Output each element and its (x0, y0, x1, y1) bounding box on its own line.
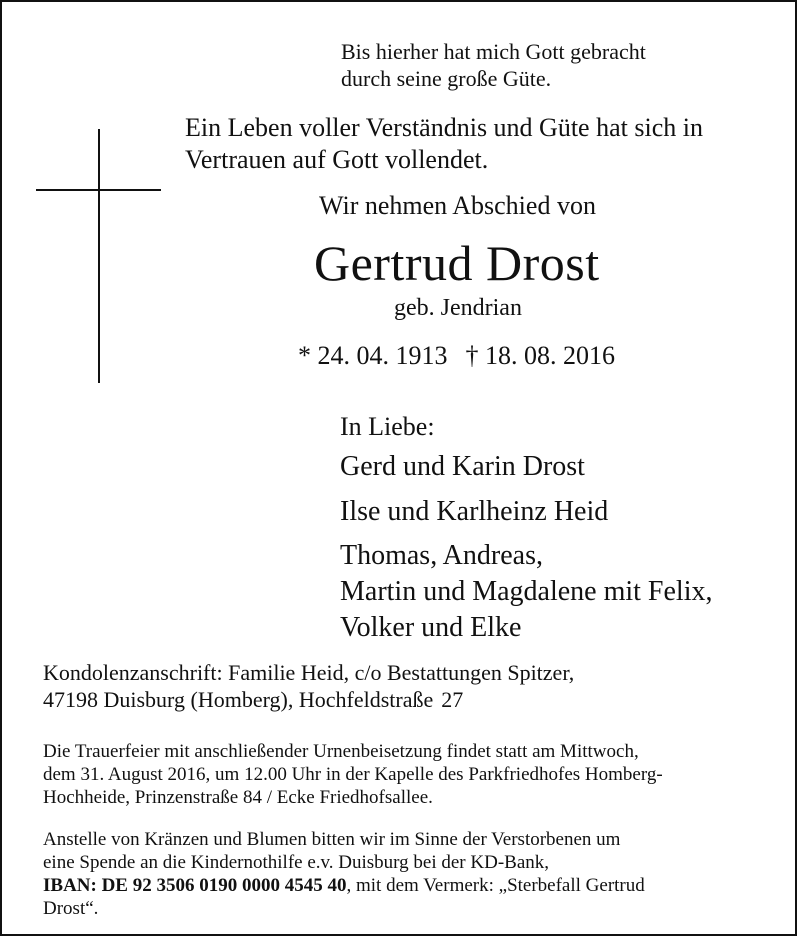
mourner-line: Ilse und Karlheinz Heid (340, 496, 609, 527)
maiden-name: geb. Jendrian (394, 295, 522, 321)
psalm-line-2: durch seine große Güte. (341, 66, 552, 91)
iban: IBAN: DE 92 3506 0190 0000 4545 40 (43, 875, 347, 896)
mourner-line: Martin und Magdalene mit Felix, (340, 576, 713, 607)
mourner-line: Thomas, Andreas, (340, 540, 543, 571)
life-dates (298, 340, 615, 372)
intro-line-2: Vertrauen auf Gott vollendet. (185, 145, 489, 174)
mourners-heading: In Liebe: (340, 412, 435, 441)
mourner-line: Gerd und Karin Drost (340, 451, 585, 482)
donation-line-4: Drost“. (43, 898, 99, 919)
deceased-name: Gertrud Drost (314, 235, 600, 291)
ceremony-info (43, 740, 663, 809)
mourner-line: Volker und Elke (340, 612, 522, 643)
death-date: † 18. 08. 2016 (465, 341, 615, 370)
farewell-line: Wir nehmen Abschied von (319, 191, 596, 220)
psalm-line-1: Bis hierher hat mich Gott gebracht (341, 39, 646, 64)
psalm-verse (341, 38, 646, 92)
ceremony-line-3: Hochheide, Prinzenstraße 84 / Ecke Friedhofsallee. (43, 787, 433, 808)
condolence-line-1: Kondolenzanschrift: Familie Heid, c/o Bestattungen Spitzer, (43, 660, 575, 685)
condolence-line-2 (43, 686, 574, 713)
intro-text (185, 112, 703, 176)
ceremony-line-2: dem 31. August 2016, um 12.00 Uhr in der Kapelle des Parkfriedhofes Homberg- (43, 764, 663, 785)
ceremony-line-1: Die Trauerfeier mit anschließender Urnenbeisetzung findet statt am Mittwoch, (43, 741, 639, 762)
cross-vertical-bar (98, 129, 100, 383)
intro-line-1: Ein Leben voller Verständnis und Güte hat sich in (185, 113, 703, 142)
birth-date: * 24. 04. 1913 (298, 341, 448, 370)
condolence-street: 47198 Duisburg (Homberg), Hochfeldstraße (43, 687, 434, 712)
donation-reference: , mit dem Vermerk: „Sterbefall Gertrud (346, 875, 645, 896)
donation-info (43, 828, 645, 920)
condolence-house-number: 27 (441, 687, 464, 712)
donation-line-1: Anstelle von Kränzen und Blumen bitten wir im Sinne der Verstorbenen um (43, 829, 621, 850)
condolence-address (43, 659, 574, 713)
donation-line-3 (43, 874, 645, 897)
donation-line-2: eine Spende an die Kindernothilfe e.v. Duisburg bei der KD-Bank, (43, 852, 550, 873)
cross-horizontal-bar (36, 189, 161, 191)
